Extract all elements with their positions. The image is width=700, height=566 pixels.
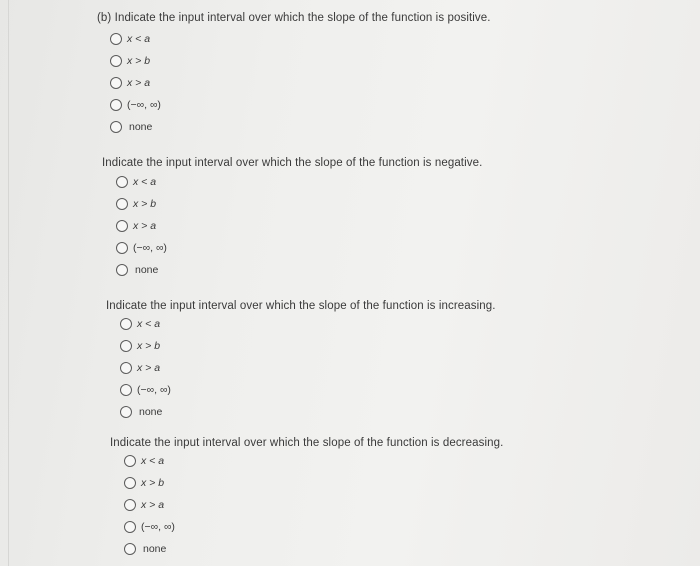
radio-button[interactable] <box>124 499 136 511</box>
option-x-less-a[interactable] <box>116 171 482 193</box>
option-x-greater-b[interactable] <box>110 50 491 72</box>
option-none[interactable] <box>110 116 491 138</box>
question-negative-slope <box>102 156 482 281</box>
option-label: (−∞, ∞) <box>127 99 161 111</box>
option-label: x > b <box>141 477 165 489</box>
option-x-less-a[interactable] <box>110 28 491 50</box>
option-x-greater-b[interactable] <box>120 335 496 357</box>
radio-button[interactable] <box>116 220 128 232</box>
radio-button[interactable] <box>116 176 128 188</box>
radio-button[interactable] <box>116 198 128 210</box>
radio-button[interactable] <box>116 242 128 254</box>
options-list <box>120 313 496 423</box>
option-x-greater-b[interactable] <box>116 193 482 215</box>
radio-button[interactable] <box>120 362 132 374</box>
radio-button[interactable] <box>124 455 136 467</box>
option-none[interactable] <box>116 259 482 281</box>
options-list <box>110 28 491 138</box>
option-x-greater-a[interactable] <box>120 357 496 379</box>
radio-button[interactable] <box>120 384 132 396</box>
option-label: x > a <box>127 77 151 89</box>
question-prompt: (b) Indicate the input interval over which the slope of the function is positive. <box>97 12 491 24</box>
option-none[interactable] <box>120 401 496 423</box>
radio-button[interactable] <box>110 77 122 89</box>
options-list <box>124 450 503 560</box>
option-label: x > a <box>133 220 157 232</box>
option-label: (−∞, ∞) <box>133 242 167 254</box>
option-label: x > a <box>137 362 161 374</box>
option-label: x < a <box>133 176 157 188</box>
radio-button[interactable] <box>120 318 132 330</box>
radio-button[interactable] <box>124 477 136 489</box>
page-left-border <box>8 0 9 566</box>
option-all-reals[interactable] <box>124 516 503 538</box>
option-all-reals[interactable] <box>110 94 491 116</box>
option-label: (−∞, ∞) <box>137 384 171 396</box>
option-none[interactable] <box>124 538 503 560</box>
option-label: x < a <box>127 33 151 45</box>
option-all-reals[interactable] <box>120 379 496 401</box>
option-x-greater-a[interactable] <box>116 215 482 237</box>
option-label: none <box>135 264 159 276</box>
option-x-less-a[interactable] <box>124 450 503 472</box>
radio-button[interactable] <box>110 33 122 45</box>
question-positive-slope <box>97 11 491 138</box>
question-prompt: Indicate the input interval over which the slope of the function is increasing. <box>106 300 496 312</box>
option-label: x < a <box>141 455 165 467</box>
radio-button[interactable] <box>110 55 122 67</box>
option-x-less-a[interactable] <box>120 313 496 335</box>
options-list <box>116 171 482 281</box>
option-label: none <box>129 121 153 133</box>
radio-button[interactable] <box>110 121 122 133</box>
option-label: x > b <box>127 55 151 67</box>
option-x-greater-b[interactable] <box>124 472 503 494</box>
option-label: x > b <box>133 198 157 210</box>
option-all-reals[interactable] <box>116 237 482 259</box>
option-label: x > a <box>141 499 165 511</box>
option-label: (−∞, ∞) <box>141 521 175 533</box>
radio-button[interactable] <box>116 264 128 276</box>
option-x-greater-a[interactable] <box>124 494 503 516</box>
radio-button[interactable] <box>120 406 132 418</box>
option-label: none <box>143 543 167 555</box>
option-label: x < a <box>137 318 161 330</box>
question-decreasing-slope <box>110 436 503 560</box>
radio-button[interactable] <box>124 543 136 555</box>
question-prompt: Indicate the input interval over which the slope of the function is negative. <box>102 157 483 169</box>
option-label: x > b <box>137 340 161 352</box>
option-x-greater-a[interactable] <box>110 72 491 94</box>
option-label: none <box>139 406 163 418</box>
radio-button[interactable] <box>120 340 132 352</box>
question-increasing-slope <box>106 299 496 423</box>
radio-button[interactable] <box>124 521 136 533</box>
radio-button[interactable] <box>110 99 122 111</box>
question-prompt: Indicate the input interval over which the slope of the function is decreasing. <box>110 437 504 449</box>
